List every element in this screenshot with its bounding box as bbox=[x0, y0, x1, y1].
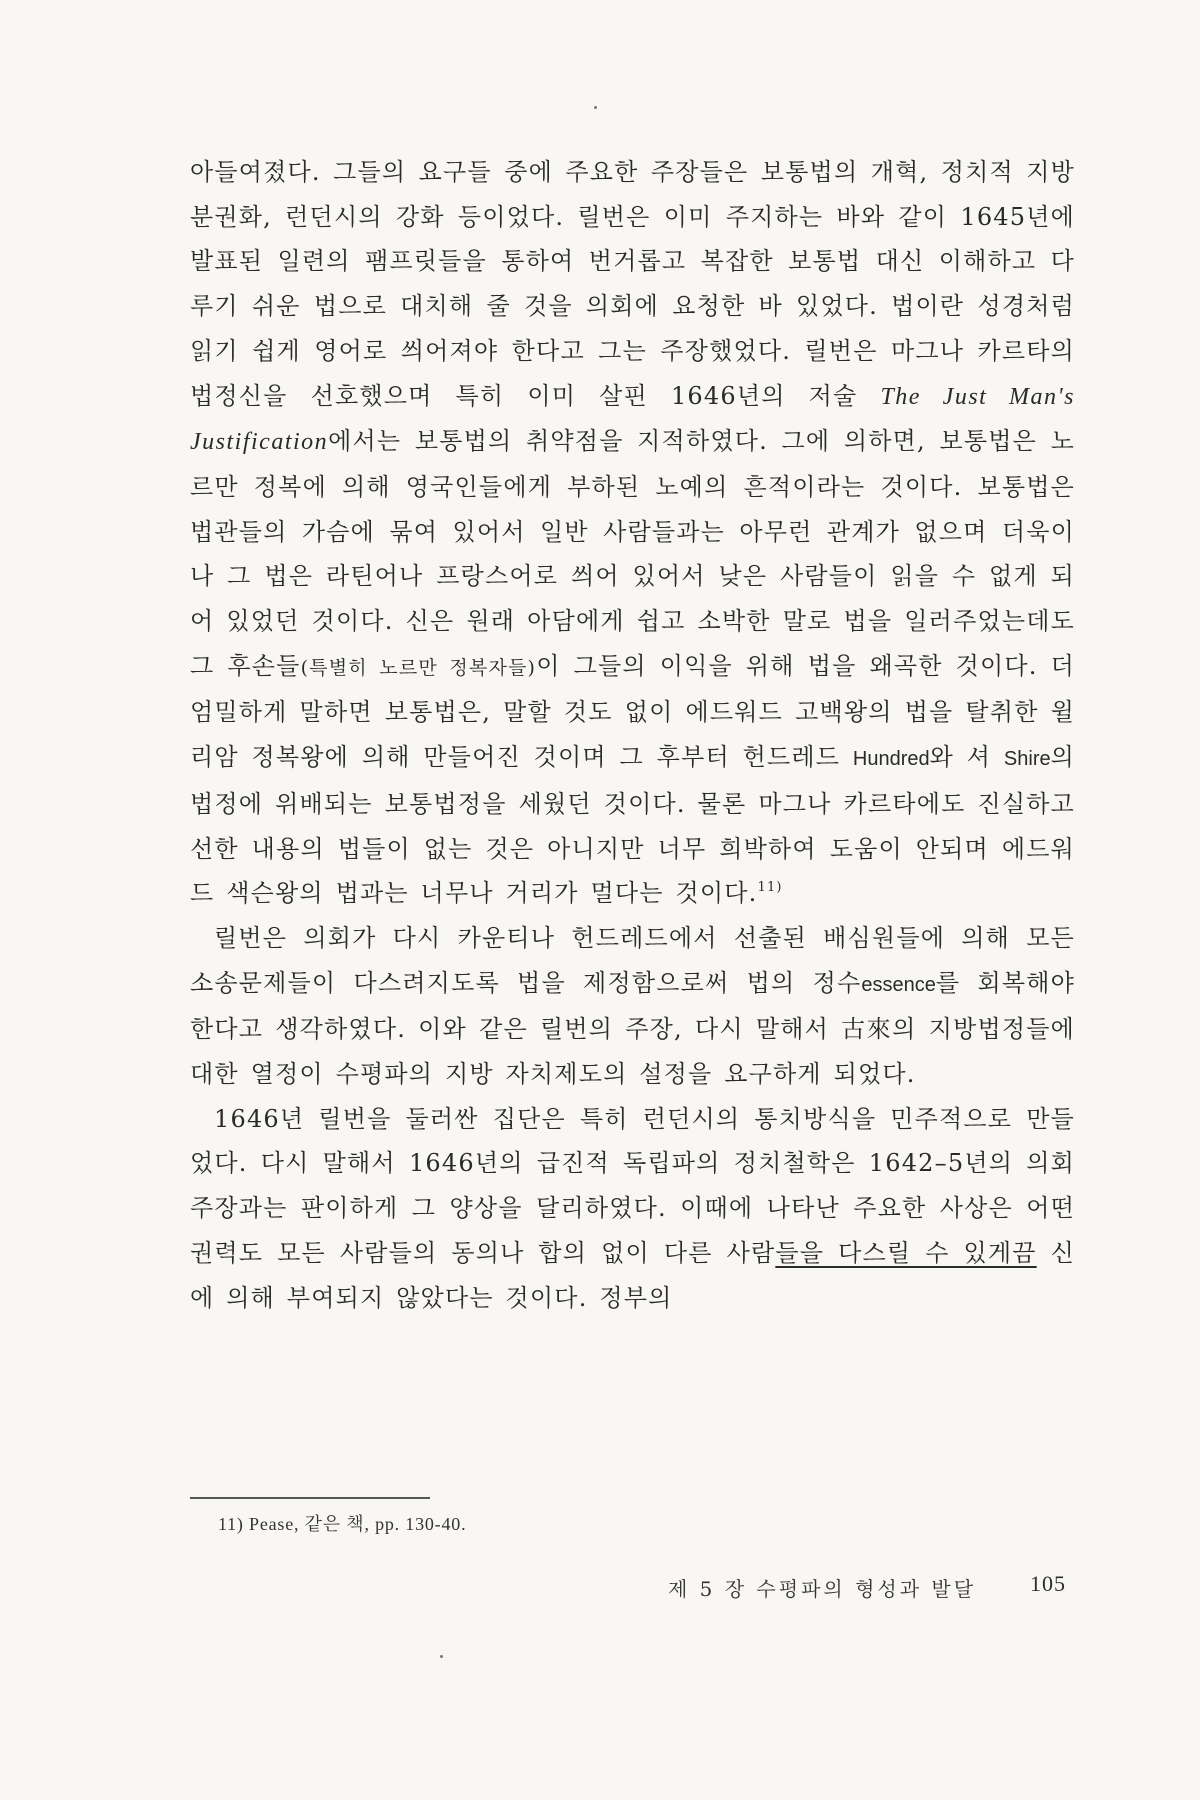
page-number: 105 bbox=[1030, 1571, 1066, 1596]
english-term: Hundred bbox=[852, 748, 930, 771]
body-text bbox=[190, 150, 1075, 1320]
paragraph bbox=[190, 916, 1075, 1097]
text-run: 릴번은 의회가 다시 카운티나 헌드레드에서 선출된 배심원들에 의해 모든 소송문제들이 다스려지도록 법을 제정함으로써 법의 정수 bbox=[190, 923, 1075, 997]
footnote-reference: 11) bbox=[757, 880, 783, 896]
footnote: 11) Pease, 같은 책, pp. 130-40. bbox=[218, 1514, 467, 1534]
underlined-phrase: 들을 다스릴 수 있게끔 bbox=[775, 1238, 1037, 1267]
text-run: 의 법정에 위배되는 보통법정을 세웠던 것이다. 물론 마그나 카르타에도 진실하고 선한 내용의 법들이 없는 것은 아니지만 너무 희박하여 도움이 안되며 에드워드 색슨왕의 법과는 너무나 거리가 멀다는 것이다. bbox=[190, 743, 1075, 908]
text-run: 에서는 보통법의 취약점을 지적하였다. 그에 의하면, 보통법은 노르만 정복에 의해 영국인들에게 부하된 노예의 흔적이라는 것이다. 보통법은 법관들의 가슴에 묶여 있어서 일반 사람들과는 아무런 관계가 없으며 더욱이나 그 법은 라틴어나 프랑스어로 씌어 있어서 낮은 사람들이 읽을 수 없게 되어 있었던 것이다. 신은 원래 아담에게 쉽고 소박한 말로 법을 일러주었는데도 그 후손들 bbox=[190, 427, 1075, 680]
english-term: Shire bbox=[1003, 748, 1051, 771]
scan-speck bbox=[440, 1655, 443, 1658]
text-run: 신에 의해 부여되지 않았다는 것이다. 정부의 bbox=[190, 1238, 1075, 1312]
text-run: 1646년 릴번을 둘러싼 집단은 특히 런던시의 통치방식을 민주적으로 만들었다. 다시 말해서 1646년의 급진적 독립파의 정치철학은 1642–5년의 의회 주장과는 판이하게 그 양상을 달리하였다. 이때에 나타난 주요한 사상은 어떤 권력도 모든 사람들의 동의나 합의 없이 다른 사람 bbox=[190, 1104, 1075, 1267]
book-title-italic: The Just Man's Justification bbox=[190, 383, 1075, 456]
text-run: 를 회복해야 한다고 생각하였다. 이와 같은 릴번의 주장, 다시 말해서 古來의 지방법정들에 대한 열정이 수평파의 지방 자치제도의 설정을 요구하게 되었다. bbox=[190, 968, 1076, 1089]
english-term: essence bbox=[861, 973, 936, 996]
text-run: 이 그들의 이익을 위해 법을 왜곡한 것이다. 더 엄밀하게 말하면 보통법은, 말할 것도 없이 에드워드 고백왕의 법을 탈취한 윌리암 정복왕에 의해 만들어진 것이며 그 후부터 헌드레드 bbox=[190, 651, 1076, 772]
parenthetical-note: (특별히 노르만 정복자들) bbox=[300, 656, 537, 679]
chapter-running-footer: 제 5 장 수평파의 형성과 발달 bbox=[668, 1577, 977, 1601]
paragraph bbox=[190, 150, 1075, 916]
footnote-divider bbox=[190, 1497, 430, 1499]
text-run: 아들여졌다. 그들의 요구들 중에 주요한 주장들은 보통법의 개혁, 정치적 지방분권화, 런던시의 강화 등이었다. 릴번은 이미 주지하는 바와 같이 1645년에 발표된 일련의 팸프릿들을 통하여 번거롭고 복잡한 보통법 대신 이해하고 다루기 쉬운 법으로 대치해 줄 것을 의회에 요청한 바 있었다. 법이란 성경처럼 읽기 쉽게 영어로 씌어져야 한다고 그는 주장했었다. 릴번은 마그나 카르타의 법정신을 선호했으며 특히 이미 살핀 1646년의 저술 bbox=[190, 158, 1075, 410]
text-run: 와 셔 bbox=[929, 743, 1004, 772]
scan-speck bbox=[594, 106, 597, 109]
paragraph bbox=[190, 1097, 1075, 1321]
